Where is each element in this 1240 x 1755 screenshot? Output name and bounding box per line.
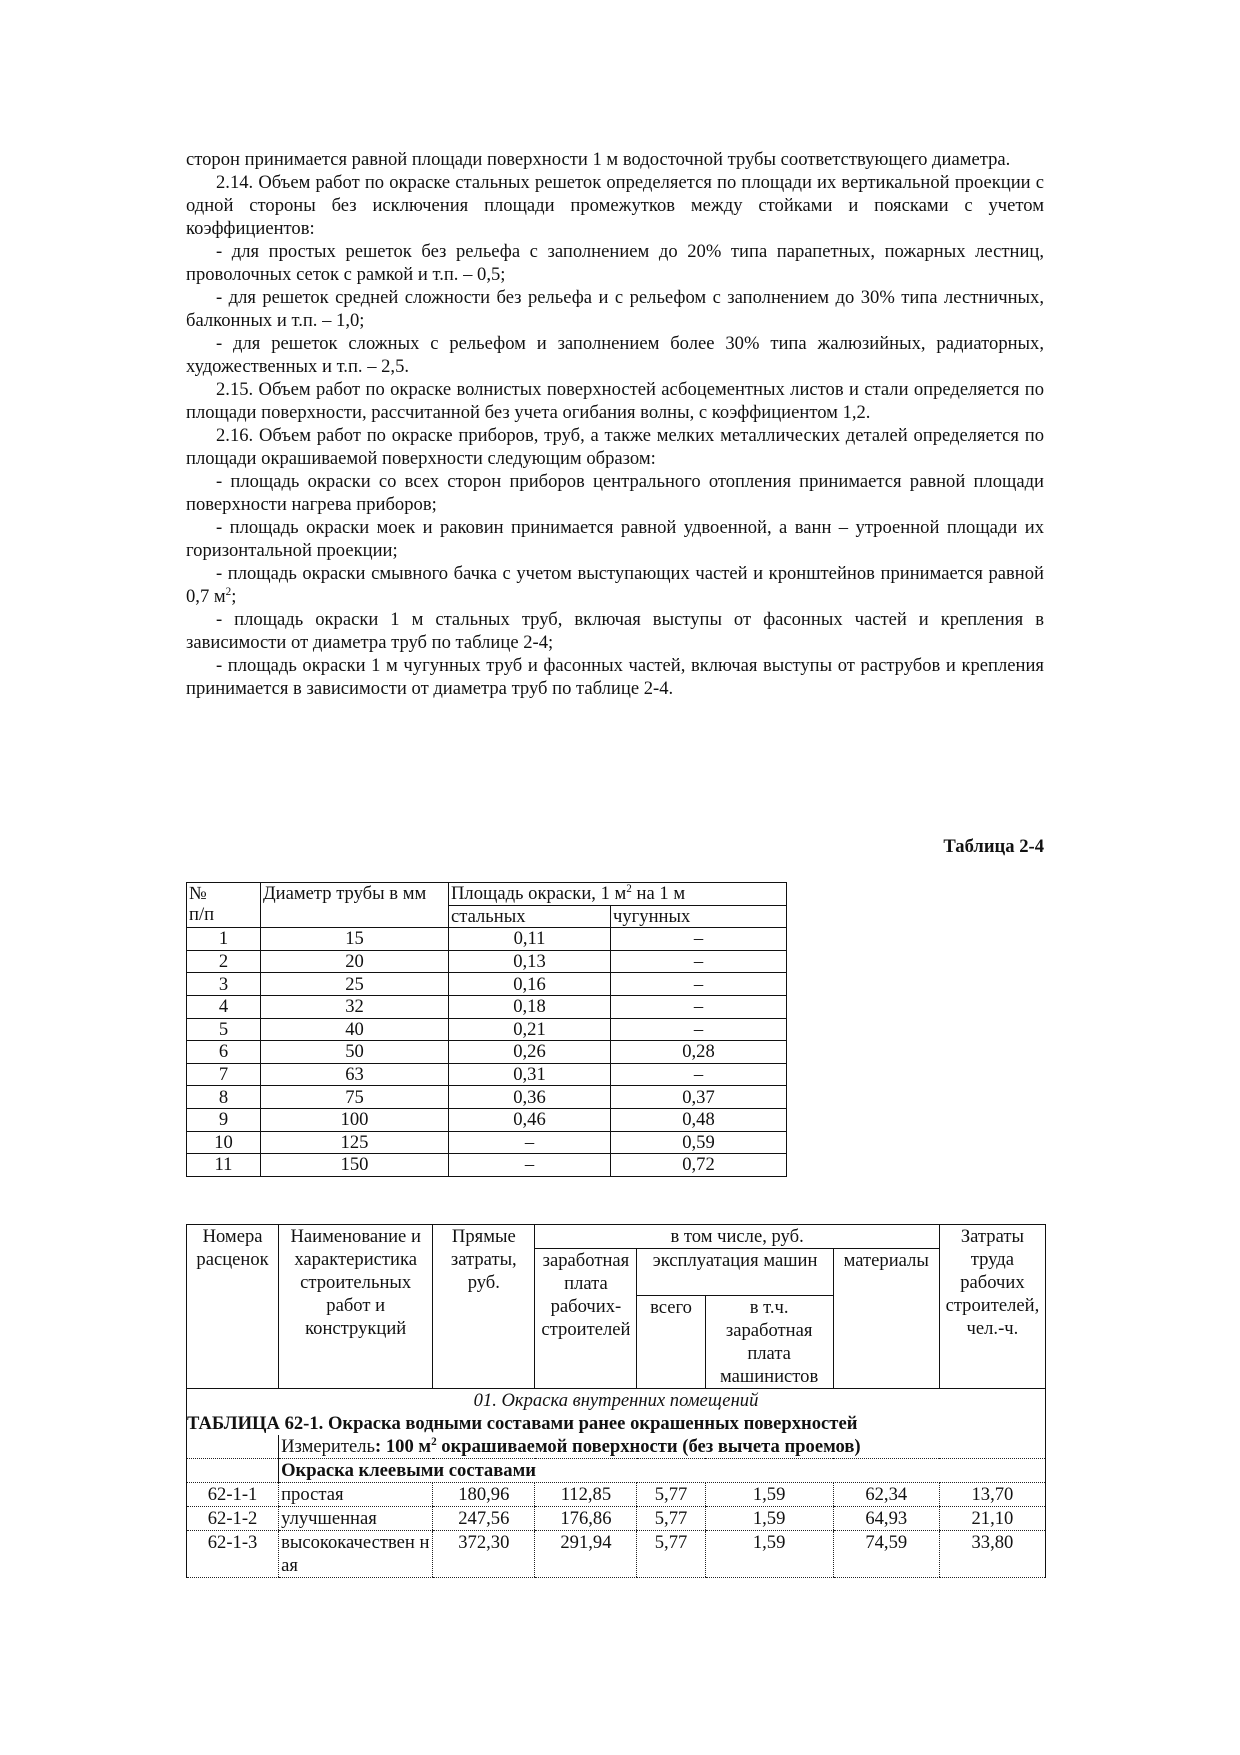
table-header-row [187,883,787,906]
subsection-row [187,1459,1046,1483]
list-item: - площадь окраски со всех сторон приборов центрального отопления принимается равной площади поверхности нагрева приборов; [186,471,1044,515]
meter: Измеритель: 100 $м^2$ окрашиваемой поверхности (без вычета проемов) [279,1435,1046,1459]
table-row: 62-1-1 простая 180,96 112,85 5,77 1,59 62,34 13,70 [187,1483,1046,1507]
header-wages: заработная плата рабочих-строителей [535,1249,637,1389]
header-direct-costs: Прямые затраты, руб. [433,1225,535,1389]
header-machines: эксплуатация машин [637,1249,833,1296]
header-labor: Затраты труда рабочих строителей, чел.-ч. [939,1225,1045,1389]
table-row: 8 75 0,36 0,37 [187,1086,787,1109]
header-diameter: Диаметр трубы в мм [261,883,449,928]
list-item: - площадь окраски 1 м стальных труб, включая выступы от фасонных частей и крепления в зависимости от диаметра труб по таблице 2-4; [186,609,1044,653]
header-num: № п/п [187,883,261,928]
superscript: 2 [225,585,232,598]
header-machines-total: всего [637,1296,705,1389]
text: - площадь окраски смывного бачка с учетом выступающих частей и кронштейнов принимается равной 0,7 м [186,563,1044,607]
list-item: - для решеток средней сложности без рельефа и с рельефом с заполнением до 30% типа лестничных, балконных и т.п. – 1,0; [186,287,1044,331]
table-row: 3 25 0,16 – [187,973,787,996]
table-title-row [187,1412,1046,1435]
table-2-4 [186,882,787,1177]
table-row: 62-1-2 улучшенная 247,56 176,86 5,77 1,59 64,93 21,10 [187,1507,1046,1531]
paragraph-2-15: 2.15. Объем работ по окраске волнистых поверхностей асбоцементных листов и стали определяется по площади поверхности, рассчитанной без учета огибания волны, с коэффициентом 1,2. [186,379,1044,423]
table-row: 4 32 0,18 – [187,995,787,1018]
header-name: Наименование и характеристика строительных работ и конструкций [279,1225,433,1389]
header-area: Площадь окраски, 1 $м^2$ на 1 м [449,883,787,906]
paragraph-2-14: 2.14. Объем работ по окраске стальных решеток определяется по площади их вертикальной проекции с одной стороны без исключения площади промежутков между стойками и поясками с учетом коэффициентов: [186,172,1044,239]
header-cast-iron: чугунных [611,905,787,928]
text: ; [231,586,237,607]
list-item: - для простых решеток без рельефа с заполнением до 20% типа парапетных, пожарных лестниц, проволочных сеток с рамкой и т.п. – 0,5; [186,241,1044,285]
body-text [186,148,1044,700]
meter-row [187,1435,1046,1459]
list-item: - для решеток сложных с рельефом и заполнением более 30% типа жалюзийных, радиаторных, художественных и т.п. – 2,5. [186,333,1044,377]
table-row: 9 100 0,46 0,48 [187,1108,787,1131]
table-row: 5 40 0,21 – [187,1018,787,1041]
table-row: 2 20 0,13 – [187,950,787,973]
subsection-title: Окраска клеевыми составами [279,1459,1046,1483]
table-row: 10 125 – 0,59 [187,1131,787,1154]
table-row: 7 63 0,31 – [187,1063,787,1086]
table-62-1-title: ТАБЛИЦА 62-1. Окраска водными составами ранее окрашенных поверхностей [187,1412,1046,1435]
table-row: 1 15 0,11 – [187,928,787,951]
section-row [187,1389,1046,1413]
list-item: - площадь окраски моек и раковин принимается равной удвоенной, а ванн – утроенной площади их горизонтальной проекции; [186,517,1044,561]
table-title: Таблица 2-4 [943,836,1044,857]
table-row: 62-1-3 высококачествен ная 372,30 291,94 5,77 1,59 74,59 33,80 [187,1531,1046,1578]
table-row: 11 150 – 0,72 [187,1154,787,1177]
section-title: 01. Окраска внутренних помещений [187,1389,1046,1413]
paragraph: сторон принимается равной площади поверхности 1 м водосточной трубы соответствующего диаметра. [186,149,1011,170]
table-62-1 [186,1224,1046,1578]
header-machines-wages: в т.ч. заработная плата машинистов [705,1296,833,1389]
table-header-row [187,1225,1046,1249]
header-including: в том числе, руб. [535,1225,939,1249]
header-code: Номера расценок [187,1225,279,1389]
paragraph-2-16: 2.16. Объем работ по окраске приборов, труб, а также мелких металлических деталей определяется по площади окрашиваемой поверхности следующим образом: [186,425,1044,469]
table-row: 6 50 0,26 0,28 [187,1041,787,1064]
list-item [186,562,1044,608]
header-materials: материалы [833,1249,939,1389]
header-steel: стальных [449,905,611,928]
list-item: - площадь окраски 1 м чугунных труб и фасонных частей, включая выступы от раструбов и крепления принимается в зависимости от диаметра труб по таблице 2-4. [186,655,1044,699]
